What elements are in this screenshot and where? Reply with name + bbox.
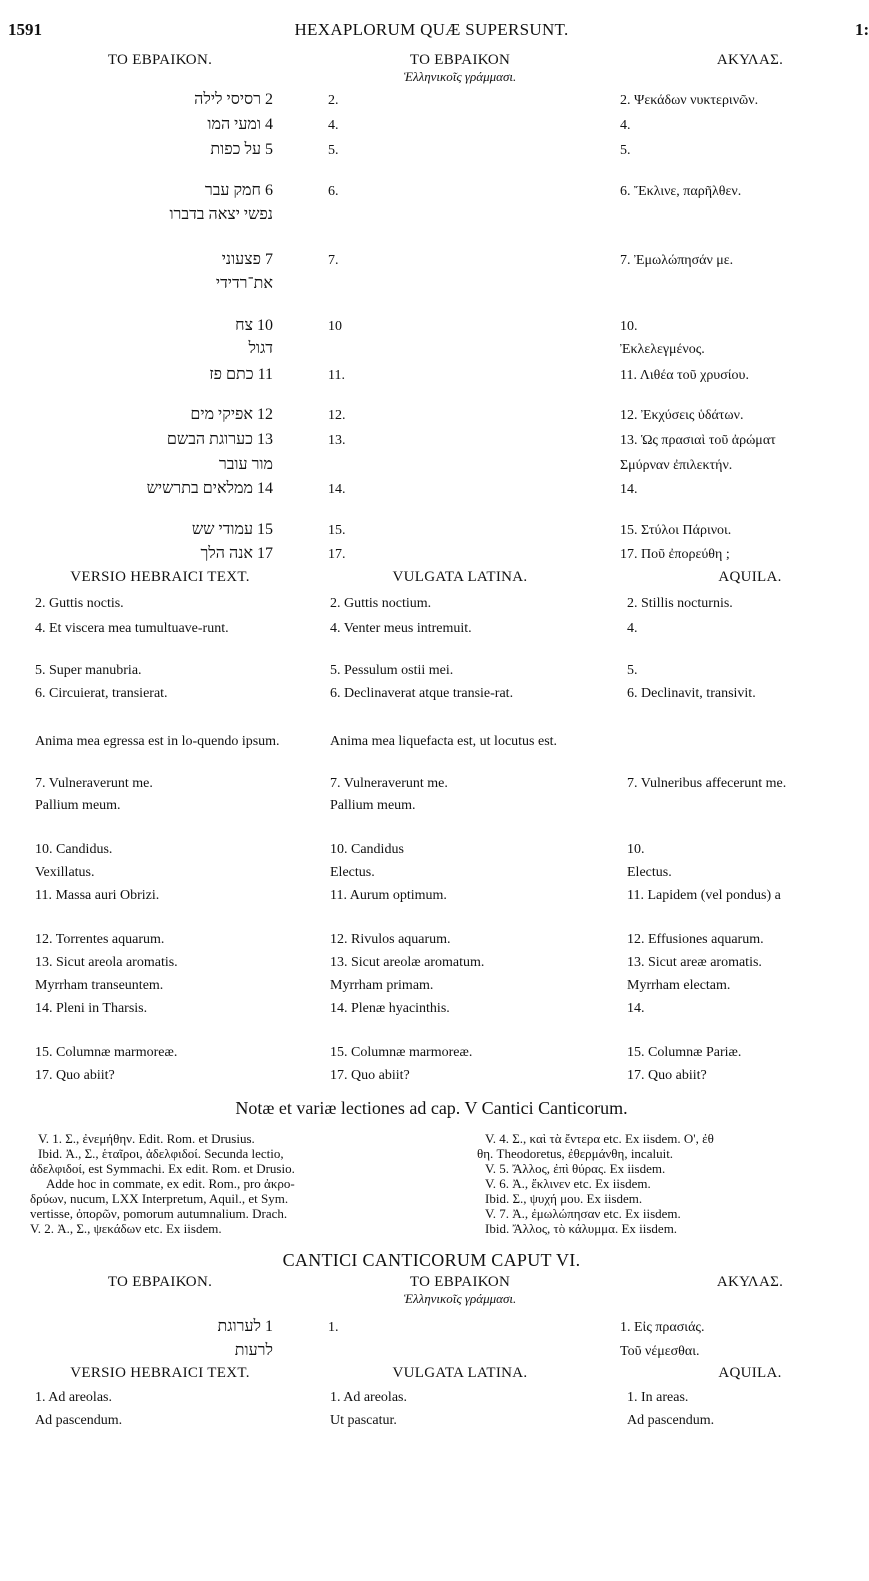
latin-hebrew-cell: 14. Pleni in Tharsis. <box>35 1001 148 1016</box>
latin-vulgata-cell: Myrrham primam. <box>330 978 434 993</box>
latin-aquila-cell: 17. Quo abiit? <box>627 1068 707 1083</box>
latin-hebrew-cell: Myrrham transeuntem. <box>35 978 164 993</box>
latin-aquila-cell: 14. <box>627 1001 645 1016</box>
note-line: Ibid. Ἀ., Σ., ἑταῖροι, ἀδελφιδοί. Secunda lectio, <box>38 1146 284 1161</box>
hebrew-cell: 5 על כפות <box>210 141 273 158</box>
note-line: Adde hoc in commate, ex edit. Rom., pro ἀκρο- <box>46 1176 295 1191</box>
latin-aquila-cell: 6. Declinavit, transivit. <box>627 686 756 701</box>
chapter-title: CANTICI CANTICORUM CAPUT VI. <box>282 1250 581 1270</box>
note-line: V. 1. Σ., ἐνεμήθην. Edit. Rom. et Drusius. <box>38 1131 255 1146</box>
col-head-hebrew-greek-title: ΤΟ ΕΒΡΑΙΚΟΝ <box>409 52 511 68</box>
col-head-hebrew: ΤΟ ΕΒΡΑΙΚΟΝ. <box>107 1274 213 1290</box>
latin-aquila-cell: 13. Sicut areæ aromatis. <box>627 955 762 970</box>
greek-translit-cell: 5. <box>328 143 339 158</box>
aquila-cell: 1. Εἰς πρασιάς. <box>620 1320 705 1335</box>
hebrew-cell: 4 ומעי המו <box>207 116 273 133</box>
latin-aquila-cell: Myrrham electam. <box>627 978 731 993</box>
latin-vulgata-cell: 4. Venter meus intremuit. <box>330 621 472 636</box>
latin-hebrew-cell: 10. Candidus. <box>35 842 113 857</box>
latin-vulgata-cell: Pallium meum. <box>330 798 416 813</box>
col-head-aquila: ΑΚΥΛΑΣ. <box>716 52 784 68</box>
aquila-cell: 6. Ἔκλινε, παρῆλθεν. <box>620 184 742 199</box>
latin-aquila-cell: Ad pascendum. <box>627 1413 715 1428</box>
hebrew-cell: 14 ממלאים בתרשיש <box>146 480 273 497</box>
col-head-hebrew-greek-sub: Ἑλληνικοῖς γράμμασι. <box>403 69 517 84</box>
hebrew-cell: 7 פצעוני <box>221 251 273 268</box>
hebrew-cell: נפשי יצאה בדברו <box>169 206 273 223</box>
latin-aquila-cell: 1. In areas. <box>627 1390 689 1405</box>
greek-translit-cell: 17. <box>328 547 346 562</box>
latin-hebrew-cell: Vexillatus. <box>35 865 95 880</box>
aquila-cell: 11. Λιθέα τοῦ χρυσίου. <box>620 368 749 383</box>
col-head-hebrew-greek-sub: Ἑλληνικοῖς γράμμασι. <box>403 1291 517 1306</box>
greek-translit-cell: 2. <box>328 93 339 108</box>
greek-translit-cell: 13. <box>328 433 346 448</box>
latin-head-aquila: AQUILA. <box>718 1365 782 1381</box>
aquila-cell: 13. Ὡς πρασιαὶ τοῦ ἀρώματ <box>620 433 776 448</box>
greek-translit-cell: 11. <box>328 368 345 383</box>
latin-vulgata-cell: 6. Declinaverat atque transie-rat. <box>330 686 514 701</box>
latin-vulgata-cell: 5. Pessulum ostii mei. <box>330 663 454 678</box>
aquila-cell: Σμύρναν ἐπιλεκτήν. <box>620 458 733 473</box>
latin-vulgata-cell: 2. Guttis noctium. <box>330 596 432 611</box>
latin-hebrew-cell: 11. Massa auri Obrizi. <box>35 888 160 903</box>
greek-translit-cell: 7. <box>328 253 339 268</box>
hebrew-cell: 13 כערוגת הבשם <box>166 431 273 448</box>
latin-hebrew-cell: 1. Ad areolas. <box>35 1390 112 1405</box>
aquila-cell: 2. Ψεκάδων νυκτερινῶν. <box>620 93 759 108</box>
latin-head-vulgata: VULGATA LATINA. <box>392 569 528 585</box>
greek-translit-cell: 4. <box>328 118 339 133</box>
note-line: V. 4. Σ., καὶ τὰ ἔντερα etc. Ex iisdem. Ο', ἐθ <box>485 1131 714 1146</box>
latin-hebrew-cell: Anima mea egressa est in lo-quendo ipsum. <box>35 734 280 749</box>
aquila-cell: 12. Ἐκχύσεις ὑδάτων. <box>620 408 744 423</box>
latin-hebrew-cell: 12. Torrentes aquarum. <box>35 932 165 947</box>
greek-translit-cell: 14. <box>328 482 346 497</box>
aquila-cell: 17. Ποῦ ἐπορεύθη ; <box>620 547 730 562</box>
greek-translit-cell: 6. <box>328 184 339 199</box>
hebrew-cell: 11 כתם פז <box>209 366 273 383</box>
aquila-cell: 15. Στύλοι Πάρινοι. <box>620 523 732 538</box>
hebrew-cell: 6 חמק עבר <box>204 182 273 199</box>
latin-aquila-cell: 10. <box>627 842 645 857</box>
hebrew-cell: לרעות <box>234 1342 273 1359</box>
aquila-cell: 5. <box>620 143 631 158</box>
latin-aquila-cell: Electus. <box>627 865 672 880</box>
latin-hebrew-cell: 15. Columnæ marmoreæ. <box>35 1045 178 1060</box>
greek-translit-cell: 15. <box>328 523 346 538</box>
note-line: V. 5. Ἄλλος, ἐπὶ θύρας. Ex iisdem. <box>485 1161 666 1176</box>
note-line: θη. Theodoretus, ἐθερμάνθη, incaluit. <box>477 1146 674 1161</box>
aquila-cell: Τοῦ νέμεσθαι. <box>620 1344 700 1359</box>
running-title: HEXAPLORUM QUÆ SUPERSUNT. <box>294 20 569 39</box>
latin-vulgata-cell: 14. Plenæ hyacinthis. <box>330 1001 450 1016</box>
col-head-hebrew: ΤΟ ΕΒΡΑΙΚΟΝ. <box>107 52 213 68</box>
latin-hebrew-cell: 6. Circuierat, transierat. <box>35 686 168 701</box>
greek-translit-cell: 12. <box>328 408 346 423</box>
col-head-hebrew-greek <box>340 52 580 85</box>
latin-aquila-cell: 11. Lapidem (vel pondus) a <box>627 888 781 903</box>
col-head-hebrew-greek-title: ΤΟ ΕΒΡΑΙΚΟΝ <box>409 1274 511 1290</box>
edge-mark: 1: <box>855 20 869 39</box>
col-head-hebrew-greek <box>340 1274 580 1307</box>
latin-vulgata-cell: 13. Sicut areolæ aromatum. <box>330 955 485 970</box>
latin-vulgata-cell: 1. Ad areolas. <box>330 1390 407 1405</box>
note-line: V. 6. Ἀ., ἔκλινεν etc. Ex iisdem. <box>485 1176 651 1191</box>
col-head-aquila: ΑΚΥΛΑΣ. <box>716 1274 784 1290</box>
aquila-cell: Ἐκλελεγμένος. <box>620 342 705 357</box>
latin-aquila-cell: 4. <box>627 621 638 636</box>
latin-vulgata-cell: 10. Candidus <box>330 842 404 857</box>
aquila-cell: 14. <box>620 482 638 497</box>
latin-vulgata-cell: Anima mea liquefacta est, ut locutus est. <box>330 734 558 749</box>
hebrew-cell: 17 אנה הלך <box>200 545 273 562</box>
note-line: vertisse, ὀπορῶν, pomorum autumnalium. Drach. <box>30 1206 288 1221</box>
latin-hebrew-cell: 7. Vulneraverunt me. <box>35 776 153 791</box>
greek-translit-cell: 1. <box>328 1320 339 1335</box>
latin-vulgata-cell: 7. Vulneraverunt me. <box>330 776 448 791</box>
latin-hebrew-cell: Ad pascendum. <box>35 1413 123 1428</box>
note-line: V. 7. Ἀ., ἐμωλώπησαν etc. Ex iisdem. <box>485 1206 681 1221</box>
latin-vulgata-cell: 12. Rivulos aquarum. <box>330 932 451 947</box>
latin-aquila-cell: 5. <box>627 663 638 678</box>
hebrew-cell: 15 עמודי שש <box>191 521 273 538</box>
latin-head-aquila: AQUILA. <box>718 569 782 585</box>
aquila-cell: 7. Ἐμωλώπησάν με. <box>620 253 734 268</box>
latin-hebrew-cell: 4. Et viscera mea tumultuave-runt. <box>35 621 229 636</box>
latin-hebrew-cell: 17. Quo abiit? <box>35 1068 115 1083</box>
latin-vulgata-cell: Electus. <box>330 865 375 880</box>
latin-head-hebrew: VERSIO HEBRAICI TEXT. <box>70 569 250 585</box>
note-line: Ibid. Ἄλλος, τὸ κάλυμμα. Ex iisdem. <box>485 1221 678 1236</box>
aquila-cell: 4. <box>620 118 631 133</box>
page-number: 1591 <box>8 20 42 39</box>
aquila-cell: 10. <box>620 319 638 334</box>
latin-aquila-cell: 12. Effusiones aquarum. <box>627 932 764 947</box>
hebrew-cell: 2 רסיסי לילה <box>194 91 273 108</box>
latin-vulgata-cell: 17. Quo abiit? <box>330 1068 410 1083</box>
latin-aquila-cell: 7. Vulneribus affecerunt me. <box>627 776 787 791</box>
latin-hebrew-cell: Pallium meum. <box>35 798 121 813</box>
hebrew-cell: 1 לערוגת <box>217 1318 273 1335</box>
hebrew-cell: 10 צח <box>235 317 273 334</box>
latin-head-hebrew: VERSIO HEBRAICI TEXT. <box>70 1365 250 1381</box>
latin-vulgata-cell: Ut pascatur. <box>330 1413 397 1428</box>
latin-vulgata-cell: 15. Columnæ marmoreæ. <box>330 1045 473 1060</box>
note-line: V. 2. Ἀ., Σ., ψεκάδων etc. Ex iisdem. <box>30 1221 222 1236</box>
hebrew-cell: דגול <box>248 340 273 357</box>
latin-vulgata-cell: 11. Aurum optimum. <box>330 888 447 903</box>
hebrew-cell: 12 אפיקי מים <box>190 406 273 423</box>
page-header <box>0 20 869 42</box>
greek-translit-cell: 10 <box>328 319 342 334</box>
notes-title: Notæ et variæ lectiones ad cap. V Cantici Canticorum. <box>235 1098 628 1118</box>
latin-aquila-cell: 2. Stillis nocturnis. <box>627 596 733 611</box>
latin-hebrew-cell: 5. Super manubria. <box>35 663 142 678</box>
latin-head-vulgata: VULGATA LATINA. <box>392 1365 528 1381</box>
note-line: δρύων, nucum, LXX Interpretum, Aquil., et Sym. <box>30 1191 289 1206</box>
hebrew-cell: מור עובר <box>218 456 273 473</box>
hebrew-cell: את־רדידי <box>215 275 273 292</box>
note-line: Ibid. Σ., ψυχή μου. Ex iisdem. <box>485 1191 643 1206</box>
note-line: ἀδελφιδοί, est Symmachi. Ex edit. Rom. et Drusio. <box>30 1161 295 1176</box>
latin-aquila-cell: 15. Columnæ Pariæ. <box>627 1045 742 1060</box>
latin-hebrew-cell: 2. Guttis noctis. <box>35 596 124 611</box>
latin-hebrew-cell: 13. Sicut areola aromatis. <box>35 955 178 970</box>
